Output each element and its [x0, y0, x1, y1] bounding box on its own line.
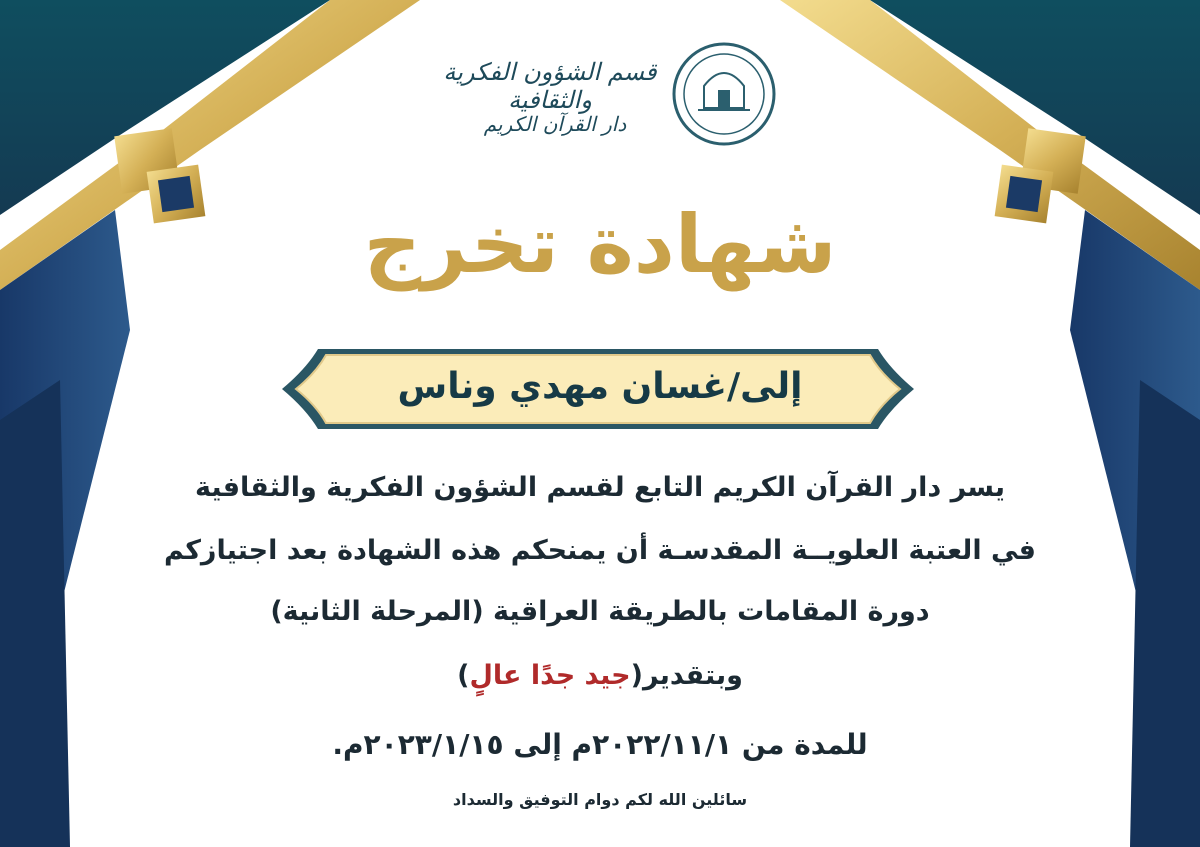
recipient-name: إلى/غسان مهدي وناس — [397, 366, 803, 407]
grade-prefix: وبتقدير — [642, 660, 743, 691]
grade-open-paren: ( — [630, 660, 643, 691]
certificate-title: شهادة تخرج — [363, 198, 837, 291]
department-name: قسم الشؤون الفكرية والثقافية — [443, 58, 657, 114]
grade-line — [0, 660, 1200, 691]
shrine-seal-logo — [668, 38, 780, 150]
quran-house-name: دار القرآن الكريم — [483, 112, 627, 136]
closing-wish: سائلين الله لكم دوام التوفيق والسداد — [452, 790, 748, 809]
course-name: دورة المقامات بالطريقة العراقية (المرحلة الثانية) — [270, 596, 930, 627]
grade-close-paren: ) — [457, 660, 470, 691]
body-line-1: يسر دار القرآن الكريم التابع لقسم الشؤون الفكرية والثقافية — [194, 472, 1006, 503]
grade-value: جيد جدًا عالٍ — [469, 660, 631, 691]
body-line-2: في العتبة العلويــة المقدسـة أن يمنحكم هذه الشهادة بعد اجتيازكم — [164, 535, 1036, 566]
course-period: للمدة من ٢٠٢٢/١١/١م إلى ٢٠٢٣/١/١٥م. — [332, 728, 868, 761]
